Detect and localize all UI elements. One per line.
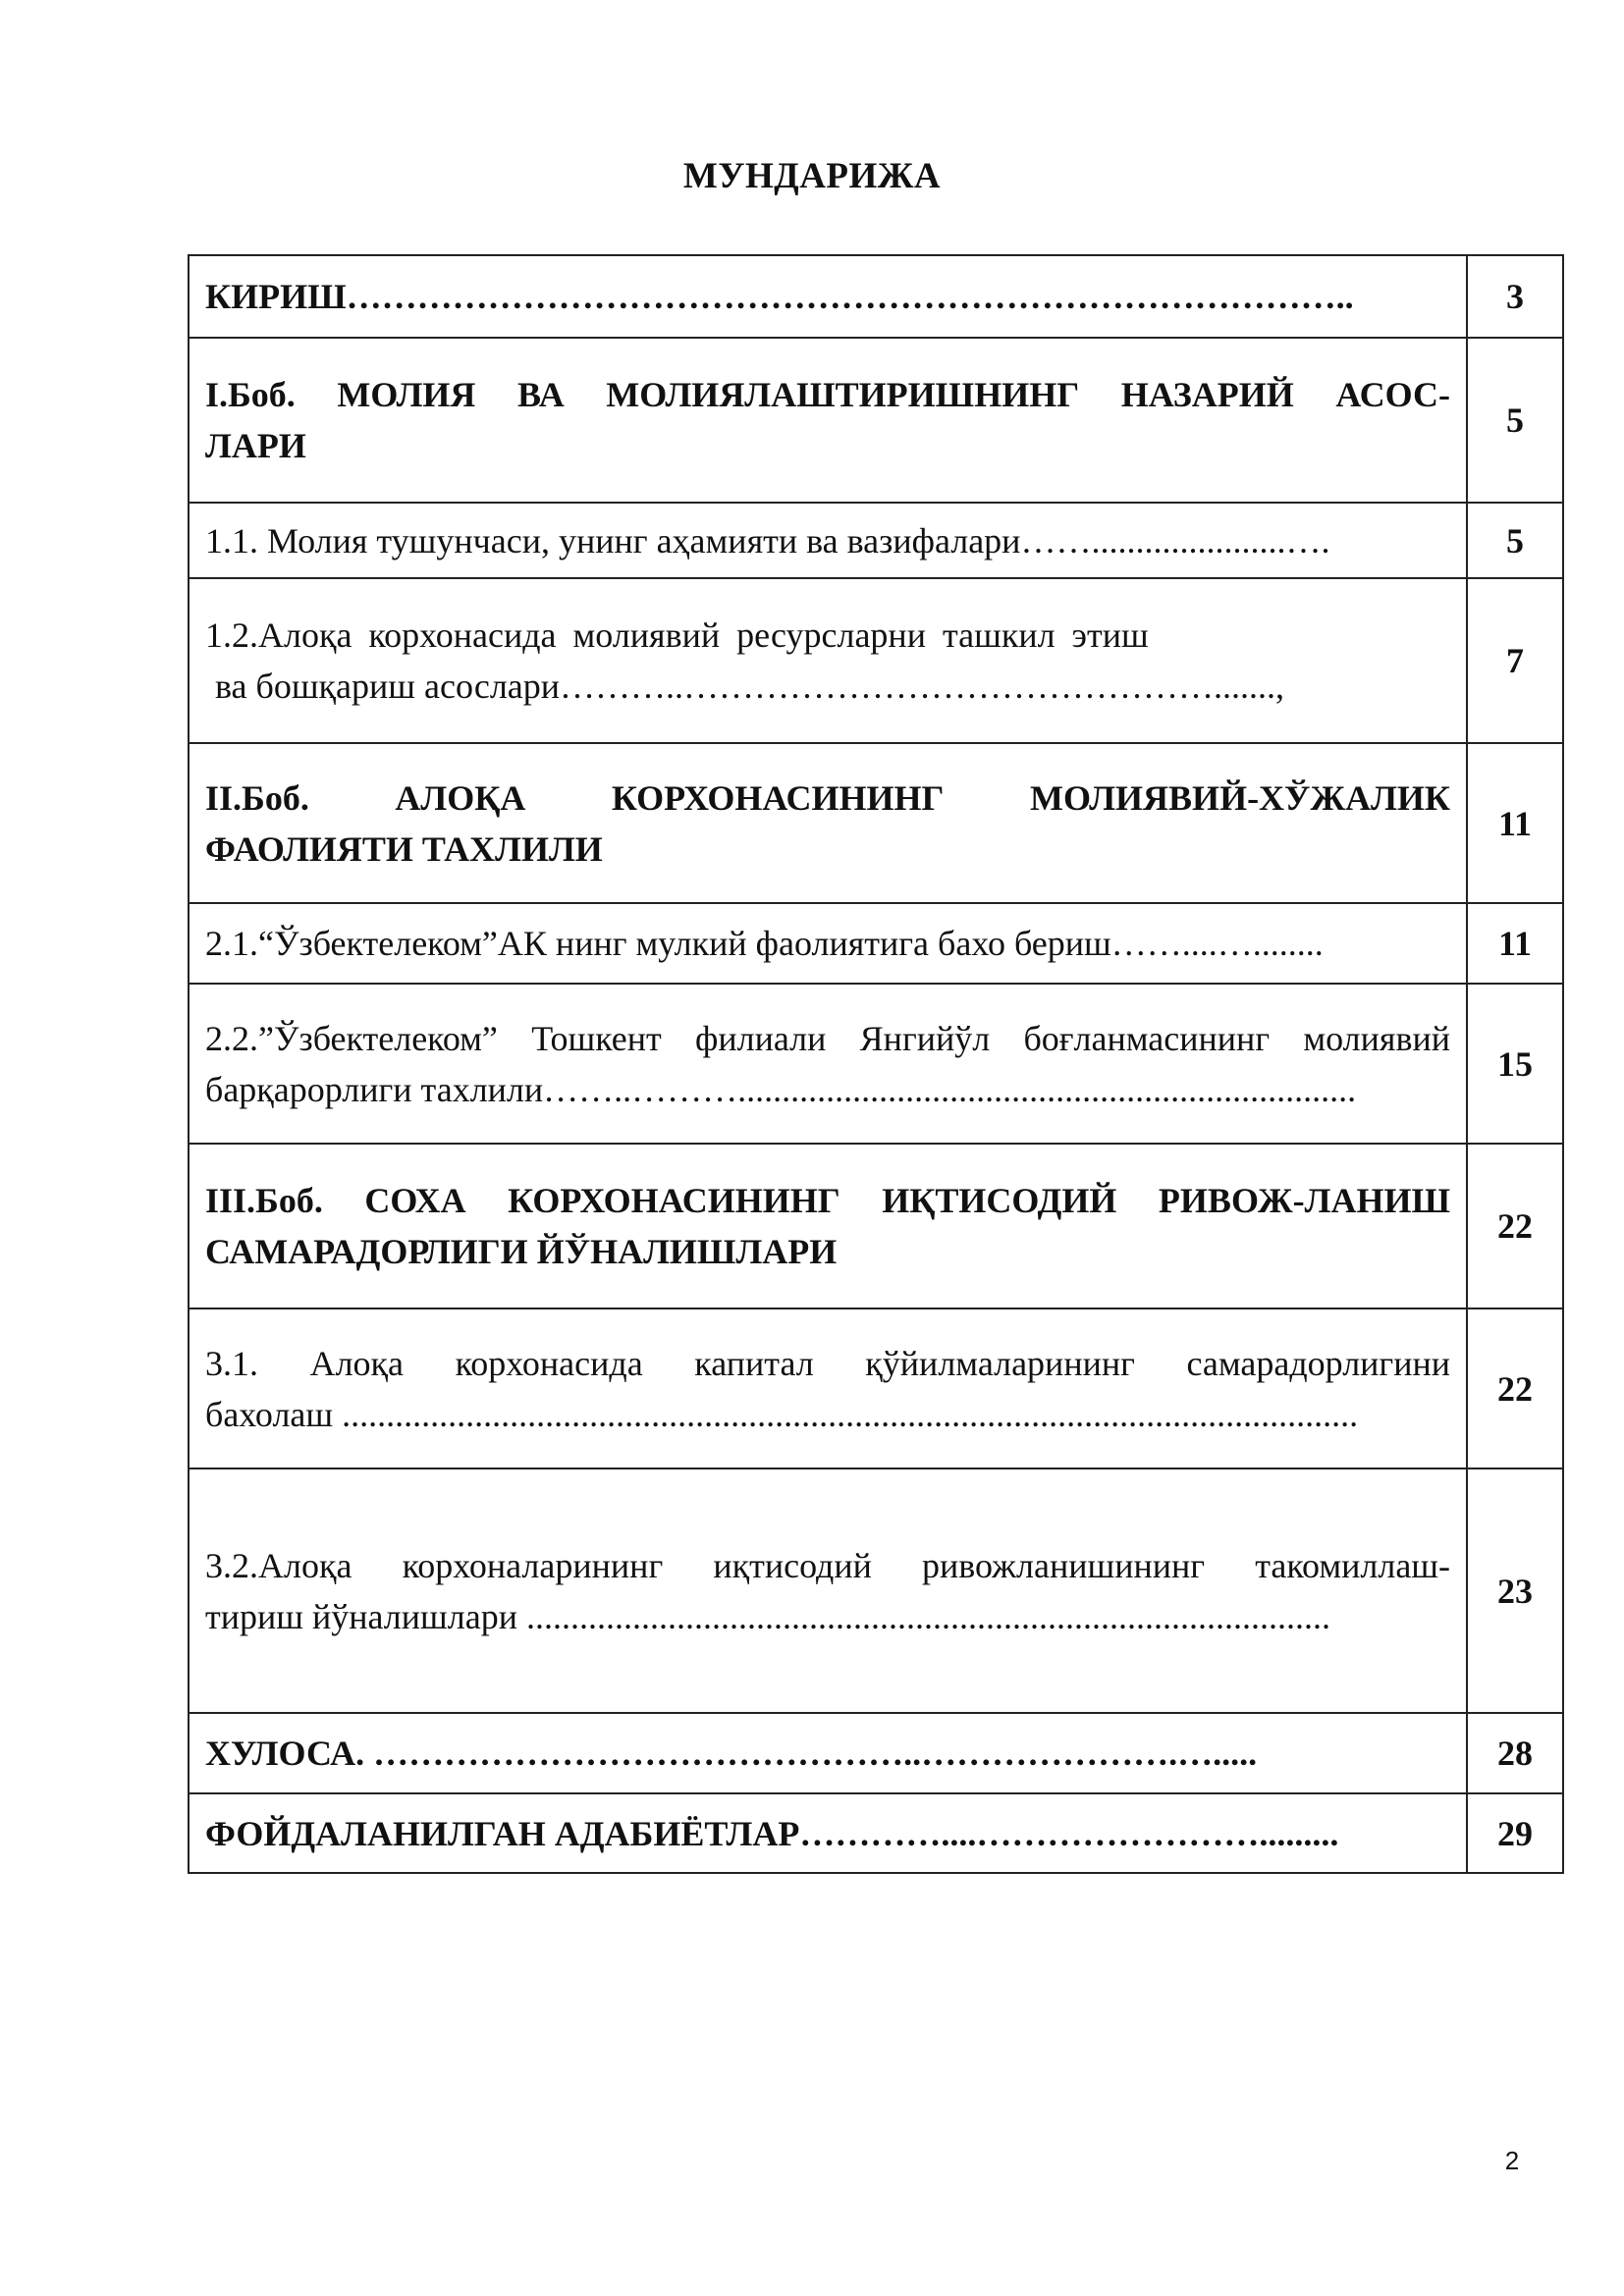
toc-entry [189,1308,1467,1468]
toc-entry-line: 2.2.”Ўзбектелеком” Тошкент филиали Янгийўл боғланмасининг молиявий [205,1018,1450,1058]
toc-entry-line: 1.2.Алоқа корхонасида молиявий ресурсларни ташкил этиш [205,615,1149,655]
toc-page-number: 7 [1467,578,1563,743]
toc-row [189,1793,1563,1873]
toc-entry-line: 1.1. Молия тушунчаси, унинг аҳамияти ва вазифалари……......................…. [205,520,1330,561]
toc-entry-line: ФОЙДАЛАНИЛГАН АДАБИЁТЛАР…………....……………………......... [205,1813,1339,1853]
page-title: МУНДАРИЖА [682,156,942,196]
toc-entry-line: САМАРАДОРЛИГИ ЙЎНАЛИШЛАРИ [205,1232,838,1271]
toc-entry-line: 2.1.“Ўзбектелеком”АК нинг мулкий фаолиятига бахо бериш……....…........ [205,924,1324,963]
toc-page-number: 15 [1467,984,1563,1144]
toc-entry-line: барқарорлиги тахлили……..………...................................................................... [205,1069,1357,1109]
toc-entry [189,578,1467,743]
toc-entry-line: ФАОЛИЯТИ ТАХЛИЛИ [205,828,603,869]
toc-entry-line: тириш йўналишлари ........................................................................................... [205,1596,1330,1636]
toc-page-number: 11 [1467,743,1563,903]
toc-entry [189,1144,1467,1308]
toc-entry [189,903,1467,984]
toc-page-number: 5 [1467,338,1563,503]
toc-row [189,255,1563,338]
toc-row [189,1308,1563,1468]
toc-row [189,1468,1563,1713]
toc-entry [189,338,1467,503]
toc-entry [189,255,1467,338]
toc-entry-line: бахолаш ................................................................................................................... [205,1394,1359,1434]
toc-row [189,578,1563,743]
toc-row [189,903,1563,984]
toc-row [189,1144,1563,1308]
toc-entry-line: I.Боб. МОЛИЯ ВА МОЛИЯЛАШТИРИШНИНГ НАЗАРИЙ АСОС- [205,375,1450,414]
toc-row [189,984,1563,1144]
toc-entry [189,1793,1467,1873]
toc-entry-line: ЛАРИ [205,426,306,465]
toc-page-number: 29 [1467,1793,1563,1873]
toc-row [189,1713,1563,1793]
toc-entry [189,1713,1467,1793]
table-of-contents [188,254,1564,1874]
toc-entry-line: 3.2.Алоқа корхоналарининг иқтисодий ривожланишининг такомиллаш- [205,1545,1450,1585]
toc-page-number: 23 [1467,1468,1563,1713]
toc-entry [189,743,1467,903]
toc-row [189,503,1563,578]
toc-entry [189,1468,1467,1713]
toc-entry-line: II.Боб. АЛОҚА КОРХОНАСИНИНГ МОЛИЯВИЙ-ХЎЖАЛИК [205,777,1450,818]
toc-row [189,338,1563,503]
toc-page-number: 3 [1467,255,1563,338]
toc-page-number: 22 [1467,1144,1563,1308]
toc-entry [189,984,1467,1144]
toc-page-number: 28 [1467,1713,1563,1793]
toc-entry-line: КИРИШ………………………………………………………………………….. [205,277,1354,316]
toc-page-number: 5 [1467,503,1563,578]
toc-entry [189,503,1467,578]
toc-entry-line: III.Боб. СОХА КОРХОНАСИНИНГ ИҚТИСОДИЙ РИВОЖ-ЛАНИШ [205,1181,1450,1220]
toc-entry-line: ва бошқариш асослари………..………………………………………......., [215,667,1285,706]
toc-row [189,743,1563,903]
toc-page-number: 11 [1467,903,1563,984]
toc-entry-line: 3.1. Алоқа корхонасида капитал қўйилмаларининг самарадорлигини [205,1343,1450,1383]
page-number: 2 [1504,2146,1520,2175]
toc-entry-line: ХУЛОСА. ………………………………………..………………….…..... [205,1734,1258,1773]
toc-page-number: 22 [1467,1308,1563,1468]
